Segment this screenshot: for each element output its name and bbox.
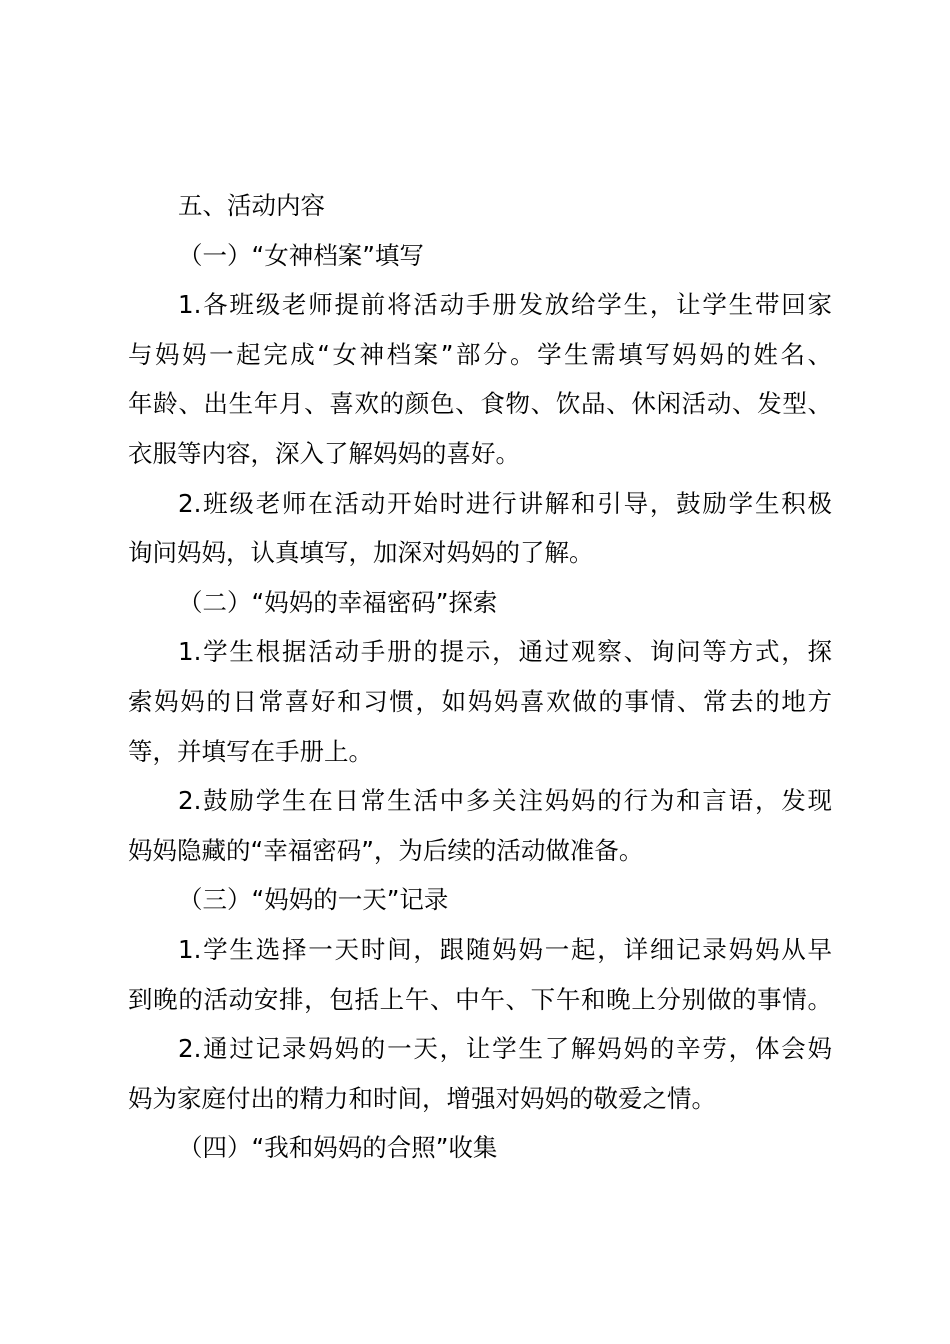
paragraph-line: 询问妈妈，认真填写，加深对妈妈的了解。 [128,538,594,568]
document-body [128,181,832,1173]
paragraph-line: 2.通过记录妈妈的一天，让学生了解妈妈的辛劳，体会妈 [178,1034,832,1064]
paragraph-line: 1.各班级老师提前将活动手册发放给学生，让学生带回家 [178,290,832,320]
paragraph-line: 2.鼓励学生在日常生活中多关注妈妈的行为和言语，发现 [178,786,832,816]
paragraph-line: 与妈妈一起完成“女神档案”部分。学生需填写妈妈的姓名、 [128,339,832,369]
paragraph-line: 等，并填写在手册上。 [128,736,373,766]
subsection-heading-4: （四）“我和妈妈的合照”收集 [178,1133,498,1163]
paragraph-line: 年龄、出生年月、喜欢的颜色、食物、饮品、休闲活动、发型、 [128,389,832,419]
subsection-heading-2: （二）“妈妈的幸福密码”探索 [178,587,498,617]
paragraph-line: 1.学生根据活动手册的提示，通过观察、询问等方式，探 [178,637,832,667]
paragraph-line: 2.班级老师在活动开始时进行讲解和引导，鼓励学生积极 [178,488,832,518]
paragraph-line: 索妈妈的日常喜好和习惯，如妈妈喜欢做的事情、常去的地方 [128,686,832,716]
subsection-heading-1: （一）“女神档案”填写 [178,240,424,270]
paragraph-line: 到晚的活动安排，包括上午、中午、下午和晚上分别做的事情。 [128,984,832,1014]
subsection-heading-3: （三）“妈妈的一天”记录 [178,885,449,915]
paragraph-line: 衣服等内容，深入了解妈妈的喜好。 [128,438,520,468]
paragraph-line: 1.学生选择一天时间，跟随妈妈一起，详细记录妈妈从早 [178,934,832,964]
paragraph-line: 妈妈隐藏的“幸福密码”，为后续的活动做准备。 [128,835,644,865]
section-heading: 五、活动内容 [178,191,325,220]
paragraph-line: 妈为家庭付出的精力和时间，增强对妈妈的敬爱之情。 [128,1083,716,1113]
